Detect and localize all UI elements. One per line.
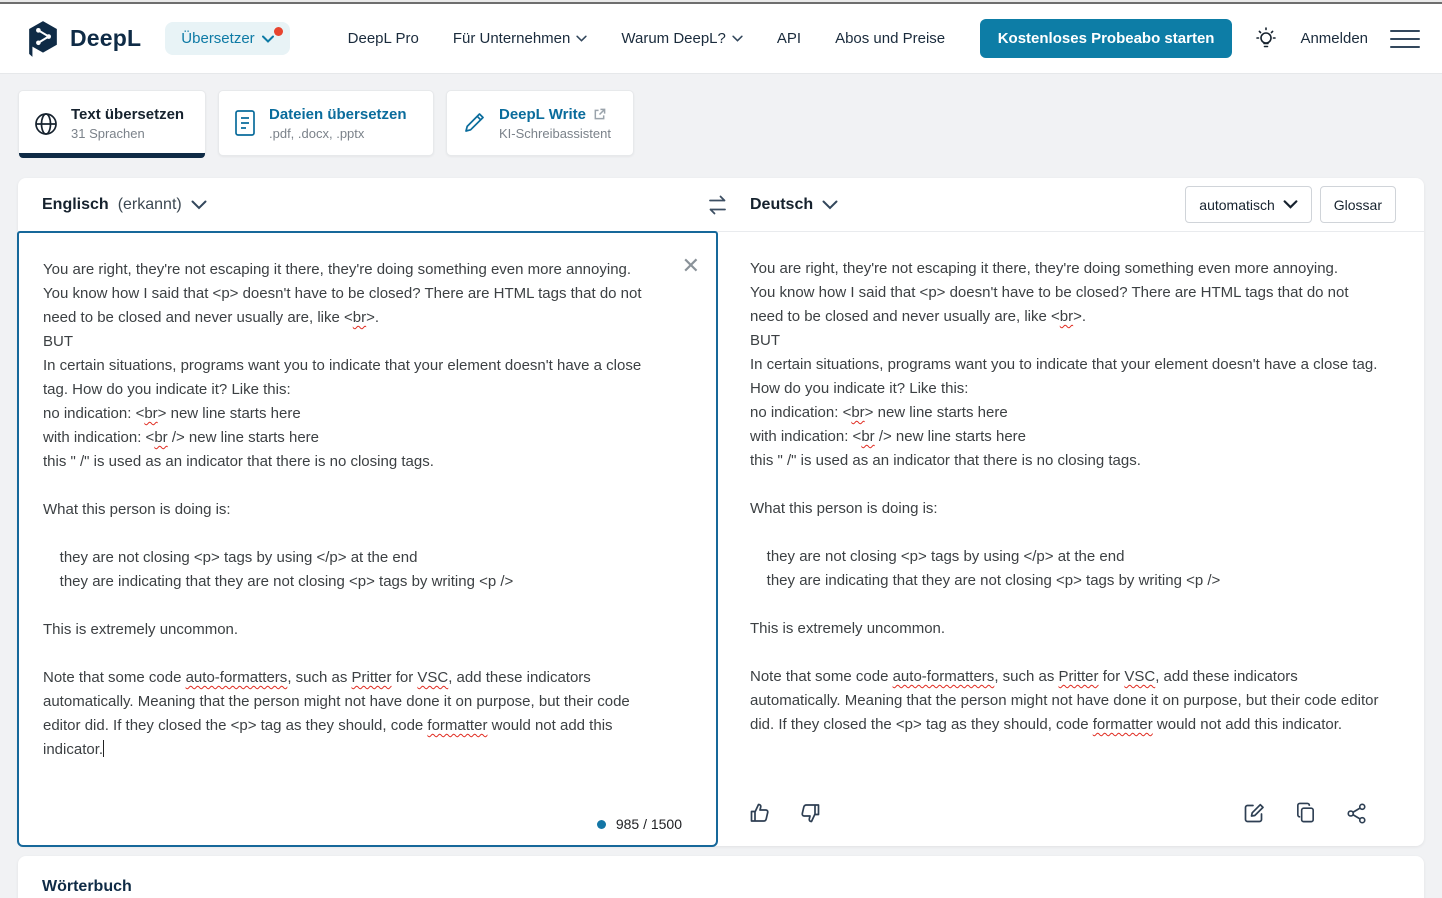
text-line: You know how I said that <p> doesn't have to be closed? There are HTML tags that do not need to be closed and never usually are, like <br>. xyxy=(43,285,646,326)
misspelled-word: br xyxy=(851,404,865,421)
target-language-header xyxy=(718,178,1424,232)
text-line xyxy=(43,474,660,498)
external-link-icon xyxy=(593,108,606,121)
misspelled-word: br xyxy=(154,429,168,446)
dictionary-section[interactable] xyxy=(18,856,1424,898)
tab-subtitle: .pdf, .docx, .pptx xyxy=(269,125,365,141)
text-line: You know how I said that <p> doesn't have to be closed? There are HTML tags that do not need to be closed and never usually are, like <br>. xyxy=(750,284,1353,325)
text-line: they are indicating that they are not closing <p> tags by writing <p /> xyxy=(750,572,1221,589)
misspelled-word: br xyxy=(1059,308,1074,325)
glossary-button[interactable]: Glossar xyxy=(1320,186,1396,223)
nav-item-warum-deepl[interactable]: Warum DeepL? xyxy=(621,30,743,47)
text-line: this " /" is used as an indicator that there is no closing tags. xyxy=(43,453,434,470)
misspelled-word: br xyxy=(352,309,367,326)
document-icon xyxy=(233,109,257,137)
chevron-down-icon xyxy=(732,35,743,42)
notification-badge xyxy=(274,27,283,36)
target-text[interactable] xyxy=(750,257,1383,737)
misspelled-word: VSC xyxy=(1124,668,1156,685)
navbar-right xyxy=(980,19,1420,58)
nav-item-fuer-unternehmen[interactable]: Für Unternehmen xyxy=(453,30,588,47)
text-line xyxy=(43,594,660,618)
clear-source-icon[interactable]: ✕ xyxy=(681,253,700,278)
source-text-editor[interactable] xyxy=(17,231,718,847)
formality-select[interactable]: automatisch xyxy=(1185,186,1311,223)
text-line xyxy=(43,522,660,546)
text-line: with indication: <br /> new line starts here xyxy=(43,429,319,446)
globe-icon xyxy=(33,111,59,137)
target-footer xyxy=(718,788,1424,846)
text-line: they are indicating that they are not closing <p> tags by writing <p /> xyxy=(43,573,514,590)
text-line xyxy=(43,642,660,666)
text-line: they are not closing <p> tags by using </p> at the end xyxy=(750,548,1125,565)
chevron-down-icon xyxy=(191,200,207,210)
misspelled-word: formatter xyxy=(427,717,488,734)
misspelled-word: auto-formatters xyxy=(185,669,288,686)
misspelled-word: auto-formatters xyxy=(892,668,995,685)
chevron-down-icon xyxy=(1283,200,1298,209)
text-line: no indication: <br> new line starts here xyxy=(43,405,301,422)
tab-subtitle: KI-Schreibassistent xyxy=(499,125,611,141)
target-language-selector[interactable] xyxy=(750,196,838,214)
tab-deepl-write[interactable] xyxy=(446,90,634,156)
text-line: Note that some code auto-formatters, such as Pritter for VSC, add these indicators automatically. Meaning that the person might not have done it on purpose, but their code editor did. If they closed the <p> tag as they should, code formatter would not add this indicator. xyxy=(43,669,634,758)
text-line: In certain situations, programs want you to indicate that your element doesn't have a close tag. How do you indicate it? Like this: xyxy=(750,356,1382,397)
text-line: You are right, they're not escaping it there, they're doing something even more annoying. xyxy=(750,260,1339,277)
copy-translation-icon[interactable] xyxy=(1294,801,1317,825)
login-link[interactable]: Anmelden xyxy=(1300,30,1368,47)
share-translation-icon[interactable] xyxy=(1345,801,1368,825)
thumbs-up-icon[interactable] xyxy=(748,801,772,825)
text-line: This is extremely uncommon. xyxy=(43,621,239,638)
mode-tabs xyxy=(18,90,1442,156)
counter-dot-icon xyxy=(597,820,606,829)
translator-card xyxy=(18,178,1424,846)
chevron-down-icon xyxy=(262,35,274,43)
text-line: BUT xyxy=(750,332,780,349)
text-line: What this person is doing is: xyxy=(43,501,231,518)
navbar xyxy=(0,4,1442,74)
target-language-name: Deutsch xyxy=(750,195,814,213)
source-language-detected-note: (erkannt) xyxy=(117,195,182,213)
text-caret xyxy=(103,740,104,757)
product-switcher-label: Übersetzer xyxy=(181,30,255,47)
text-line: What this person is doing is: xyxy=(750,500,938,517)
nav-item-deepl-pro[interactable]: DeepL Pro xyxy=(347,30,419,47)
nav-item-abos-und-preise[interactable]: Abos und Preise xyxy=(835,30,946,47)
text-line: no indication: <br> new line starts here xyxy=(750,404,1008,421)
tab-title: Dateien übersetzen xyxy=(269,105,407,123)
misspelled-word: br xyxy=(861,428,875,445)
lightbulb-theme-icon[interactable] xyxy=(1254,26,1278,52)
tab-dateien-uebersetzen[interactable] xyxy=(218,90,434,156)
text-line xyxy=(750,593,1380,617)
misspelled-word: br xyxy=(144,405,158,422)
logo-wordmark: DeepL xyxy=(70,25,142,51)
misspelled-word: Pritter xyxy=(1058,668,1099,685)
source-language-header xyxy=(18,178,718,232)
tab-title: DeepL Write xyxy=(499,106,611,123)
pencil-icon xyxy=(461,110,487,136)
menu-hamburger-icon[interactable] xyxy=(1390,26,1420,52)
text-line: this " /" is used as an indicator that there is no closing tags. xyxy=(750,452,1141,469)
text-line: with indication: <br /> new line starts here xyxy=(750,428,1026,445)
chevron-down-icon xyxy=(576,35,587,42)
text-line xyxy=(750,641,1380,665)
nav-item-api[interactable]: API xyxy=(776,30,802,47)
product-switcher[interactable] xyxy=(165,22,289,55)
deepl-logo[interactable] xyxy=(26,20,141,58)
deepl-logo-icon xyxy=(26,20,60,58)
misspelled-word: VSC xyxy=(417,669,449,686)
text-line: You are right, they're not escaping it there, they're doing something even more annoying. xyxy=(43,261,632,278)
text-line xyxy=(750,521,1380,545)
misspelled-word: Pritter xyxy=(351,669,392,686)
edit-translation-icon[interactable] xyxy=(1242,801,1266,825)
source-text[interactable] xyxy=(43,258,660,762)
chevron-down-icon xyxy=(822,200,838,210)
character-counter: 985 / 1500 xyxy=(597,816,682,832)
text-line: Note that some code auto-formatters, such as Pritter for VSC, add these indicators automatically. Meaning that the person might not have done it on purpose, but their code editor did. If they closed the <p> tag as they should, code formatter would not add this indicator. xyxy=(750,668,1383,733)
misspelled-word: formatter xyxy=(1092,716,1153,733)
thumbs-down-icon[interactable] xyxy=(798,801,822,825)
text-line xyxy=(750,473,1380,497)
target-text-panel[interactable] xyxy=(718,232,1424,846)
dictionary-title: Wörterbuch xyxy=(42,878,132,895)
tab-title: Text übersetzen xyxy=(71,106,185,123)
text-line: BUT xyxy=(43,333,73,350)
text-line: they are not closing <p> tags by using </p> at the end xyxy=(43,549,418,566)
free-trial-button[interactable]: Kostenloses Probeabo starten xyxy=(980,19,1233,58)
text-line: This is extremely uncommon. xyxy=(750,620,946,637)
text-line: In certain situations, programs want you to indicate that your element doesn't have a close tag. How do you indicate it? Like this: xyxy=(43,357,646,398)
source-language-selector[interactable] xyxy=(42,196,207,214)
main-nav xyxy=(348,30,945,47)
tab-subtitle: 31 Sprachen xyxy=(71,126,145,141)
tab-text-uebersetzen[interactable] xyxy=(18,90,206,156)
source-language-name: Englisch xyxy=(42,195,109,213)
